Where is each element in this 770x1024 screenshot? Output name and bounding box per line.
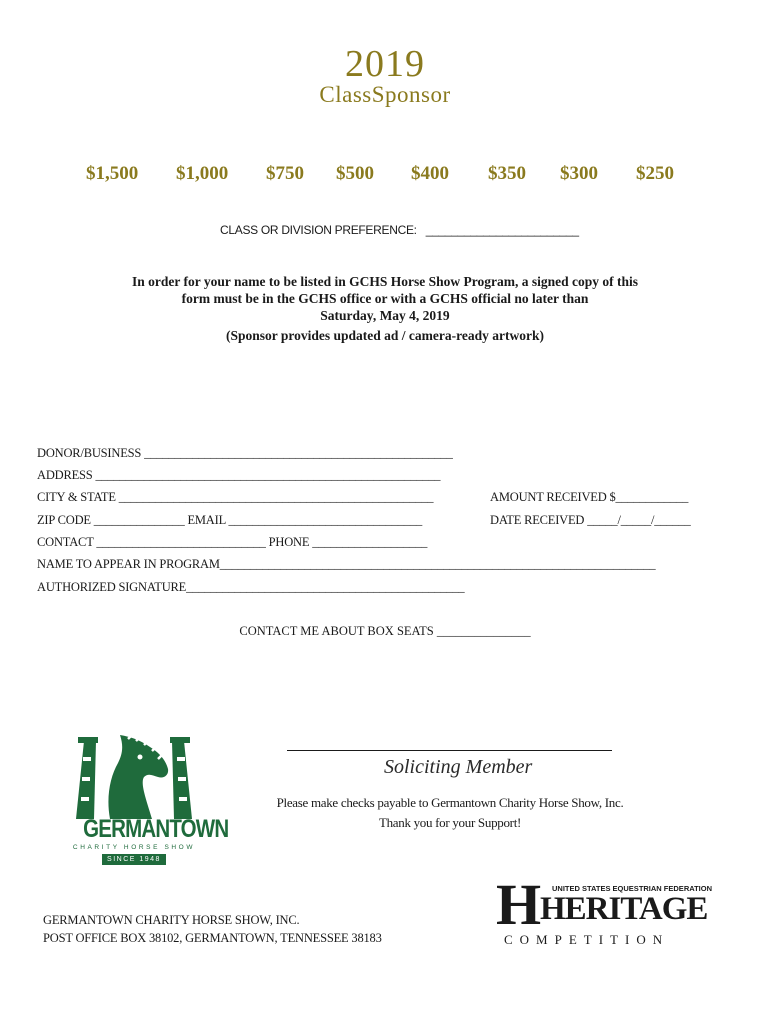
payment-instructions: Please make checks payable to Germantown Charity Horse Show, Inc. [276,795,624,810]
logo-since-badge: SINCE 1948 [102,854,166,865]
amount-400: $400 [411,163,449,184]
amount-1000: $1,000 [176,163,229,184]
heritage-competition-logo [496,872,716,948]
year-heading: 2019 [345,43,425,85]
notice-line-2: form must be in the GCHS office or with a GCHS official no later than [181,291,589,306]
class-preference-field[interactable] [220,223,579,237]
amount-1500: $1,500 [86,163,139,184]
soliciting-member-label: Soliciting Member [384,756,533,778]
heritage-h-icon: H [496,872,542,937]
amount-250: $250 [636,163,674,184]
thank-you-text: Thank you for your Support! [378,815,522,830]
donor-business-field[interactable]: DONOR/BUSINESS ___________________________________________________ [37,446,453,460]
heritage-top-text: UNITED STATES EQUESTRIAN FEDERATION [552,884,713,893]
logo-name: GERMANTOWN [83,815,229,843]
amount-350: $350 [488,163,526,184]
footer-address: POST OFFICE BOX 38102, GERMANTOWN, TENNESSEE 38183 [43,931,382,945]
logo-tagline: CHARITY HORSE SHOW [72,844,196,851]
amount-750: $750 [266,163,304,184]
heritage-bottom-text: COMPETITION [504,932,670,947]
footer-org: GERMANTOWN CHARITY HORSE SHOW, INC. [43,913,300,927]
address-field[interactable]: ADDRESS _________________________________________________________ [37,468,441,482]
notice-line-3: Saturday, May 4, 2019 [320,308,450,323]
deadline-notice [110,273,660,324]
authorized-signature-field[interactable]: AUTHORIZED SIGNATURE______________________________________________ [37,580,465,594]
amount-received-field[interactable]: AMOUNT RECEIVED $____________ [490,490,689,504]
box-seats-field[interactable]: CONTACT ME ABOUT BOX SEATS _______________ [239,624,531,638]
program-name-field[interactable]: NAME TO APPEAR IN PROGRAM________________________________________________________________________ [37,557,656,571]
artwork-note: (Sponsor provides updated ad / camera-ready artwork) [225,328,544,343]
city-state-field[interactable]: CITY & STATE ____________________________________________________ [37,490,434,504]
amount-300: $300 [560,163,598,184]
solicitor-signature-line[interactable] [287,750,612,751]
notice-line-1: In order for your name to be listed in GCHS Horse Show Program, a signed copy of this [131,274,638,289]
heritage-word: HERITAGE [540,891,708,927]
sponsor-amounts [86,163,686,187]
zip-email-field[interactable]: ZIP CODE _______________ EMAIL ________________________________ [37,513,423,527]
class-preference-label: CLASS OR DIVISION PREFERENCE: [220,223,417,237]
page-title: ClassSponsor [319,82,451,107]
amount-500: $500 [336,163,374,184]
contact-phone-field[interactable]: CONTACT ____________________________ PHONE ___________________ [37,535,428,549]
class-preference-blank[interactable]: ________________________ [425,223,579,237]
date-received-field[interactable]: DATE RECEIVED _____/_____/______ [490,513,691,527]
horse-horseshoe-icon [70,727,198,827]
